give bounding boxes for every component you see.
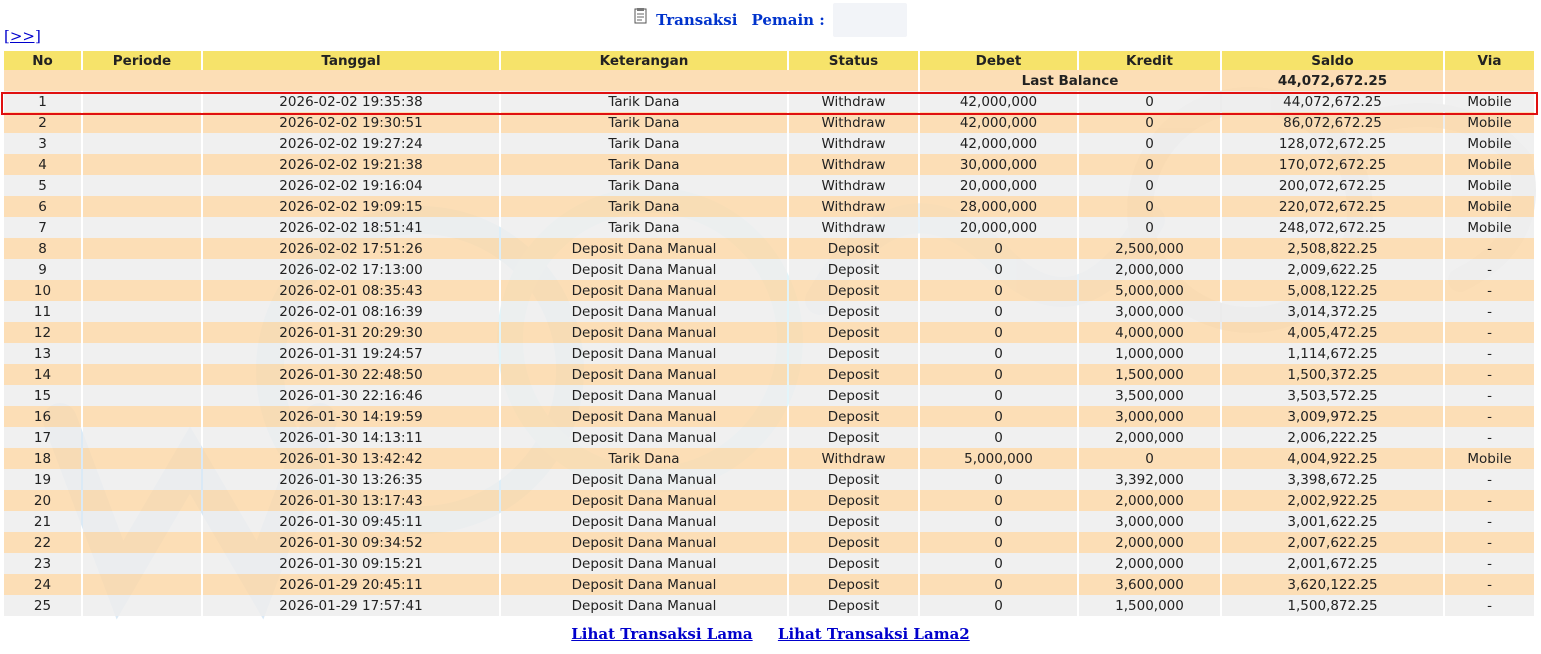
document-icon: [634, 8, 648, 24]
cell-status: Deposit: [789, 427, 918, 448]
cell-periode: [83, 574, 201, 595]
cell-saldo: 86,072,672.25: [1222, 112, 1443, 133]
table-row: [4, 280, 1534, 301]
cell-tanggal: 2026-02-02 19:35:38: [203, 91, 499, 112]
cell-saldo: 5,008,122.25: [1222, 280, 1443, 301]
cell-saldo: 2,002,922.25: [1222, 490, 1443, 511]
cell-saldo: 3,620,122.25: [1222, 574, 1443, 595]
lihat-transaksi-lama2-link[interactable]: Lihat Transaksi Lama2: [777, 625, 970, 643]
next-page-link[interactable]: [>>]: [4, 27, 41, 45]
cell-saldo: 3,398,672.25: [1222, 469, 1443, 490]
cell-periode: [83, 196, 201, 217]
cell-tanggal: 2026-01-29 20:45:11: [203, 574, 499, 595]
cell-kredit: 1,000,000: [1079, 343, 1220, 364]
cell-debet: 0: [920, 280, 1077, 301]
cell-periode: [83, 490, 201, 511]
cell-periode: [83, 91, 201, 112]
cell-periode: [83, 175, 201, 196]
cell-tanggal: 2026-01-30 09:15:21: [203, 553, 499, 574]
cell-via: Mobile: [1445, 217, 1534, 238]
cell-kredit: 2,500,000: [1079, 238, 1220, 259]
cell-kredit: 2,000,000: [1079, 259, 1220, 280]
cell-no: 11: [4, 301, 81, 322]
last-balance-row: [4, 70, 1534, 91]
cell-tanggal: 2026-02-02 19:27:24: [203, 133, 499, 154]
cell-via: -: [1445, 427, 1534, 448]
transaksi-title: Transaksi: [656, 11, 738, 29]
cell-status: Withdraw: [789, 217, 918, 238]
table-row: [4, 175, 1534, 196]
cell-periode: [83, 280, 201, 301]
cell-tanggal: 2026-01-30 22:48:50: [203, 364, 499, 385]
cell-no: 4: [4, 154, 81, 175]
cell-status: Deposit: [789, 553, 918, 574]
cell-status: Deposit: [789, 511, 918, 532]
table-row: [4, 448, 1534, 469]
col-no: No: [4, 51, 81, 70]
cell-tanggal: 2026-02-02 17:51:26: [203, 238, 499, 259]
col-saldo: Saldo: [1222, 51, 1443, 70]
cell-status: Deposit: [789, 322, 918, 343]
col-status: Status: [789, 51, 918, 70]
cell-periode: [83, 322, 201, 343]
cell-kredit: 2,000,000: [1079, 532, 1220, 553]
cell-saldo: 248,072,672.25: [1222, 217, 1443, 238]
cell-keterangan: Deposit Dana Manual: [501, 511, 787, 532]
cell-no: 19: [4, 469, 81, 490]
cell-debet: 0: [920, 259, 1077, 280]
cell-via: -: [1445, 490, 1534, 511]
cell-no: 5: [4, 175, 81, 196]
cell-via: -: [1445, 322, 1534, 343]
table-row: [4, 343, 1534, 364]
cell-keterangan: Deposit Dana Manual: [501, 343, 787, 364]
cell-no: 14: [4, 364, 81, 385]
table-row: [4, 574, 1534, 595]
cell-status: Deposit: [789, 532, 918, 553]
cell-status: Withdraw: [789, 196, 918, 217]
cell-saldo: 3,009,972.25: [1222, 406, 1443, 427]
cell-debet: 0: [920, 322, 1077, 343]
cell-tanggal: 2026-01-30 09:45:11: [203, 511, 499, 532]
table-row: [4, 490, 1534, 511]
cell-keterangan: Tarik Dana: [501, 112, 787, 133]
cell-saldo: 44,072,672.25: [1222, 91, 1443, 112]
cell-via: Mobile: [1445, 175, 1534, 196]
col-keterangan: Keterangan: [501, 51, 787, 70]
table-row: [4, 364, 1534, 385]
last-balance-value: 44,072,672.25: [1222, 70, 1443, 91]
cell-no: 3: [4, 133, 81, 154]
cell-debet: 0: [920, 238, 1077, 259]
cell-saldo: 2,001,672.25: [1222, 553, 1443, 574]
cell-debet: 0: [920, 490, 1077, 511]
cell-via: Mobile: [1445, 196, 1534, 217]
cell-periode: [83, 469, 201, 490]
cell-via: -: [1445, 385, 1534, 406]
cell-tanggal: 2026-02-02 19:16:04: [203, 175, 499, 196]
lihat-transaksi-lama-link[interactable]: Lihat Transaksi Lama: [571, 625, 753, 643]
cell-no: 23: [4, 553, 81, 574]
cell-saldo: 2,007,622.25: [1222, 532, 1443, 553]
cell-status: Deposit: [789, 595, 918, 616]
table-row: [4, 217, 1534, 238]
cell-kredit: 4,000,000: [1079, 322, 1220, 343]
cell-saldo: 2,009,622.25: [1222, 259, 1443, 280]
col-via: Via: [1445, 51, 1534, 70]
table-row: [4, 112, 1534, 133]
cell-kredit: 3,500,000: [1079, 385, 1220, 406]
table-row: [4, 532, 1534, 553]
cell-kredit: 2,000,000: [1079, 553, 1220, 574]
cell-tanggal: 2026-01-30 22:16:46: [203, 385, 499, 406]
cell-kredit: 1,500,000: [1079, 595, 1220, 616]
cell-kredit: 3,600,000: [1079, 574, 1220, 595]
cell-no: 21: [4, 511, 81, 532]
cell-no: 2: [4, 112, 81, 133]
cell-tanggal: 2026-01-30 13:26:35: [203, 469, 499, 490]
cell-keterangan: Deposit Dana Manual: [501, 532, 787, 553]
cell-debet: 0: [920, 511, 1077, 532]
last-balance-label: Last Balance: [920, 70, 1220, 91]
table-row: [4, 427, 1534, 448]
cell-tanggal: 2026-02-02 19:09:15: [203, 196, 499, 217]
cell-kredit: 0: [1079, 112, 1220, 133]
cell-periode: [83, 154, 201, 175]
cell-keterangan: Deposit Dana Manual: [501, 574, 787, 595]
cell-via: -: [1445, 301, 1534, 322]
cell-saldo: 4,005,472.25: [1222, 322, 1443, 343]
cell-status: Deposit: [789, 364, 918, 385]
cell-saldo: 4,004,922.25: [1222, 448, 1443, 469]
cell-no: 20: [4, 490, 81, 511]
cell-keterangan: Deposit Dana Manual: [501, 385, 787, 406]
cell-kredit: 0: [1079, 175, 1220, 196]
footer-links: [0, 625, 1541, 643]
cell-status: Deposit: [789, 259, 918, 280]
cell-status: Withdraw: [789, 112, 918, 133]
table-row: [4, 238, 1534, 259]
cell-via: Mobile: [1445, 91, 1534, 112]
cell-keterangan: Deposit Dana Manual: [501, 406, 787, 427]
cell-kredit: 0: [1079, 217, 1220, 238]
cell-keterangan: Deposit Dana Manual: [501, 238, 787, 259]
cell-tanggal: 2026-02-01 08:35:43: [203, 280, 499, 301]
cell-via: -: [1445, 406, 1534, 427]
cell-saldo: 3,001,622.25: [1222, 511, 1443, 532]
cell-via: Mobile: [1445, 133, 1534, 154]
cell-periode: [83, 385, 201, 406]
cell-no: 8: [4, 238, 81, 259]
cell-saldo: 3,503,572.25: [1222, 385, 1443, 406]
cell-debet: 30,000,000: [920, 154, 1077, 175]
table-row: [4, 301, 1534, 322]
cell-saldo: 1,500,872.25: [1222, 595, 1443, 616]
cell-kredit: 3,000,000: [1079, 406, 1220, 427]
cell-debet: 20,000,000: [920, 175, 1077, 196]
cell-debet: 0: [920, 406, 1077, 427]
cell-periode: [83, 364, 201, 385]
cell-saldo: 200,072,672.25: [1222, 175, 1443, 196]
cell-debet: 28,000,000: [920, 196, 1077, 217]
cell-tanggal: 2026-01-29 17:57:41: [203, 595, 499, 616]
cell-saldo: 1,114,672.25: [1222, 343, 1443, 364]
col-debet: Debet: [920, 51, 1077, 70]
cell-periode: [83, 133, 201, 154]
cell-kredit: 2,000,000: [1079, 490, 1220, 511]
cell-tanggal: 2026-01-30 14:19:59: [203, 406, 499, 427]
table-row: [4, 553, 1534, 574]
cell-keterangan: Deposit Dana Manual: [501, 490, 787, 511]
table-row: [4, 469, 1534, 490]
cell-status: Deposit: [789, 406, 918, 427]
cell-no: 17: [4, 427, 81, 448]
cell-periode: [83, 532, 201, 553]
cell-periode: [83, 238, 201, 259]
cell-status: Deposit: [789, 385, 918, 406]
cell-via: -: [1445, 574, 1534, 595]
table-row: [4, 511, 1534, 532]
cell-kredit: 2,000,000: [1079, 427, 1220, 448]
cell-periode: [83, 511, 201, 532]
cell-keterangan: Tarik Dana: [501, 175, 787, 196]
table-header-row: [4, 51, 1534, 70]
cell-debet: 42,000,000: [920, 133, 1077, 154]
cell-periode: [83, 343, 201, 364]
cell-tanggal: 2026-01-30 13:42:42: [203, 448, 499, 469]
pemain-name-redacted: [833, 3, 907, 37]
cell-debet: 0: [920, 532, 1077, 553]
cell-debet: 0: [920, 574, 1077, 595]
cell-status: Deposit: [789, 238, 918, 259]
col-periode: Periode: [83, 51, 201, 70]
cell-saldo: 1,500,372.25: [1222, 364, 1443, 385]
cell-no: 15: [4, 385, 81, 406]
cell-debet: 42,000,000: [920, 112, 1077, 133]
cell-via: -: [1445, 595, 1534, 616]
cell-keterangan: Deposit Dana Manual: [501, 301, 787, 322]
cell-status: Deposit: [789, 343, 918, 364]
cell-saldo: 170,072,672.25: [1222, 154, 1443, 175]
cell-no: 25: [4, 595, 81, 616]
cell-tanggal: 2026-01-30 09:34:52: [203, 532, 499, 553]
cell-status: Deposit: [789, 469, 918, 490]
cell-debet: 20,000,000: [920, 217, 1077, 238]
cell-status: Deposit: [789, 280, 918, 301]
cell-debet: 42,000,000: [920, 91, 1077, 112]
cell-periode: [83, 448, 201, 469]
cell-debet: 0: [920, 595, 1077, 616]
cell-status: Withdraw: [789, 175, 918, 196]
cell-via: -: [1445, 532, 1534, 553]
cell-keterangan: Deposit Dana Manual: [501, 280, 787, 301]
cell-keterangan: Tarik Dana: [501, 154, 787, 175]
cell-keterangan: Tarik Dana: [501, 196, 787, 217]
cell-kredit: 3,000,000: [1079, 511, 1220, 532]
cell-debet: 0: [920, 385, 1077, 406]
cell-periode: [83, 406, 201, 427]
cell-keterangan: Deposit Dana Manual: [501, 364, 787, 385]
cell-via: -: [1445, 280, 1534, 301]
cell-no: 10: [4, 280, 81, 301]
table-row: [4, 196, 1534, 217]
cell-kredit: 0: [1079, 196, 1220, 217]
cell-keterangan: Deposit Dana Manual: [501, 553, 787, 574]
cell-keterangan: Deposit Dana Manual: [501, 322, 787, 343]
cell-tanggal: 2026-02-02 17:13:00: [203, 259, 499, 280]
cell-periode: [83, 217, 201, 238]
cell-status: Deposit: [789, 301, 918, 322]
table-row: [4, 259, 1534, 280]
cell-saldo: 220,072,672.25: [1222, 196, 1443, 217]
col-kredit: Kredit: [1079, 51, 1220, 70]
cell-tanggal: 2026-02-02 19:30:51: [203, 112, 499, 133]
cell-no: 18: [4, 448, 81, 469]
cell-keterangan: Tarik Dana: [501, 91, 787, 112]
cell-via: Mobile: [1445, 448, 1534, 469]
table-row: [4, 91, 1534, 112]
cell-via: Mobile: [1445, 154, 1534, 175]
cell-keterangan: Deposit Dana Manual: [501, 259, 787, 280]
cell-debet: 0: [920, 364, 1077, 385]
cell-no: 13: [4, 343, 81, 364]
cell-debet: 0: [920, 301, 1077, 322]
cell-via: -: [1445, 259, 1534, 280]
cell-keterangan: Deposit Dana Manual: [501, 595, 787, 616]
cell-via: -: [1445, 364, 1534, 385]
cell-via: -: [1445, 553, 1534, 574]
cell-kredit: 0: [1079, 133, 1220, 154]
table-row: [4, 385, 1534, 406]
pemain-label: Pemain :: [751, 11, 825, 29]
cell-status: Withdraw: [789, 154, 918, 175]
cell-periode: [83, 595, 201, 616]
cell-kredit: 3,000,000: [1079, 301, 1220, 322]
cell-periode: [83, 553, 201, 574]
col-tanggal: Tanggal: [203, 51, 499, 70]
cell-via: -: [1445, 469, 1534, 490]
cell-keterangan: Deposit Dana Manual: [501, 469, 787, 490]
cell-keterangan: Tarik Dana: [501, 133, 787, 154]
cell-periode: [83, 301, 201, 322]
cell-periode: [83, 427, 201, 448]
cell-via: -: [1445, 511, 1534, 532]
cell-tanggal: 2026-01-30 13:17:43: [203, 490, 499, 511]
cell-saldo: 128,072,672.25: [1222, 133, 1443, 154]
transaction-table: [2, 51, 1536, 616]
cell-saldo: 2,006,222.25: [1222, 427, 1443, 448]
cell-saldo: 2,508,822.25: [1222, 238, 1443, 259]
cell-saldo: 3,014,372.25: [1222, 301, 1443, 322]
cell-debet: 0: [920, 469, 1077, 490]
cell-periode: [83, 259, 201, 280]
cell-tanggal: 2026-02-02 19:21:38: [203, 154, 499, 175]
cell-kredit: 0: [1079, 154, 1220, 175]
cell-kredit: 1,500,000: [1079, 364, 1220, 385]
cell-tanggal: 2026-01-31 19:24:57: [203, 343, 499, 364]
cell-kredit: 0: [1079, 91, 1220, 112]
cell-via: Mobile: [1445, 112, 1534, 133]
cell-no: 1: [4, 91, 81, 112]
cell-kredit: 3,392,000: [1079, 469, 1220, 490]
cell-no: 7: [4, 217, 81, 238]
cell-status: Withdraw: [789, 133, 918, 154]
page-header: [0, 0, 1541, 36]
cell-status: Deposit: [789, 490, 918, 511]
cell-tanggal: 2026-01-31 20:29:30: [203, 322, 499, 343]
table-row: [4, 133, 1534, 154]
table-row: [4, 322, 1534, 343]
cell-via: -: [1445, 343, 1534, 364]
table-row: [4, 595, 1534, 616]
cell-debet: 5,000,000: [920, 448, 1077, 469]
cell-via: -: [1445, 238, 1534, 259]
cell-keterangan: Tarik Dana: [501, 448, 787, 469]
cell-no: 24: [4, 574, 81, 595]
cell-status: Withdraw: [789, 91, 918, 112]
cell-status: Deposit: [789, 574, 918, 595]
cell-tanggal: 2026-01-30 14:13:11: [203, 427, 499, 448]
cell-no: 6: [4, 196, 81, 217]
cell-kredit: 5,000,000: [1079, 280, 1220, 301]
cell-periode: [83, 112, 201, 133]
cell-tanggal: 2026-02-01 08:16:39: [203, 301, 499, 322]
cell-debet: 0: [920, 343, 1077, 364]
cell-no: 12: [4, 322, 81, 343]
cell-kredit: 0: [1079, 448, 1220, 469]
cell-debet: 0: [920, 553, 1077, 574]
cell-no: 9: [4, 259, 81, 280]
cell-tanggal: 2026-02-02 18:51:41: [203, 217, 499, 238]
cell-no: 22: [4, 532, 81, 553]
cell-status: Withdraw: [789, 448, 918, 469]
table-row: [4, 154, 1534, 175]
cell-debet: 0: [920, 427, 1077, 448]
table-row: [4, 406, 1534, 427]
cell-no: 16: [4, 406, 81, 427]
cell-keterangan: Tarik Dana: [501, 217, 787, 238]
cell-keterangan: Deposit Dana Manual: [501, 427, 787, 448]
